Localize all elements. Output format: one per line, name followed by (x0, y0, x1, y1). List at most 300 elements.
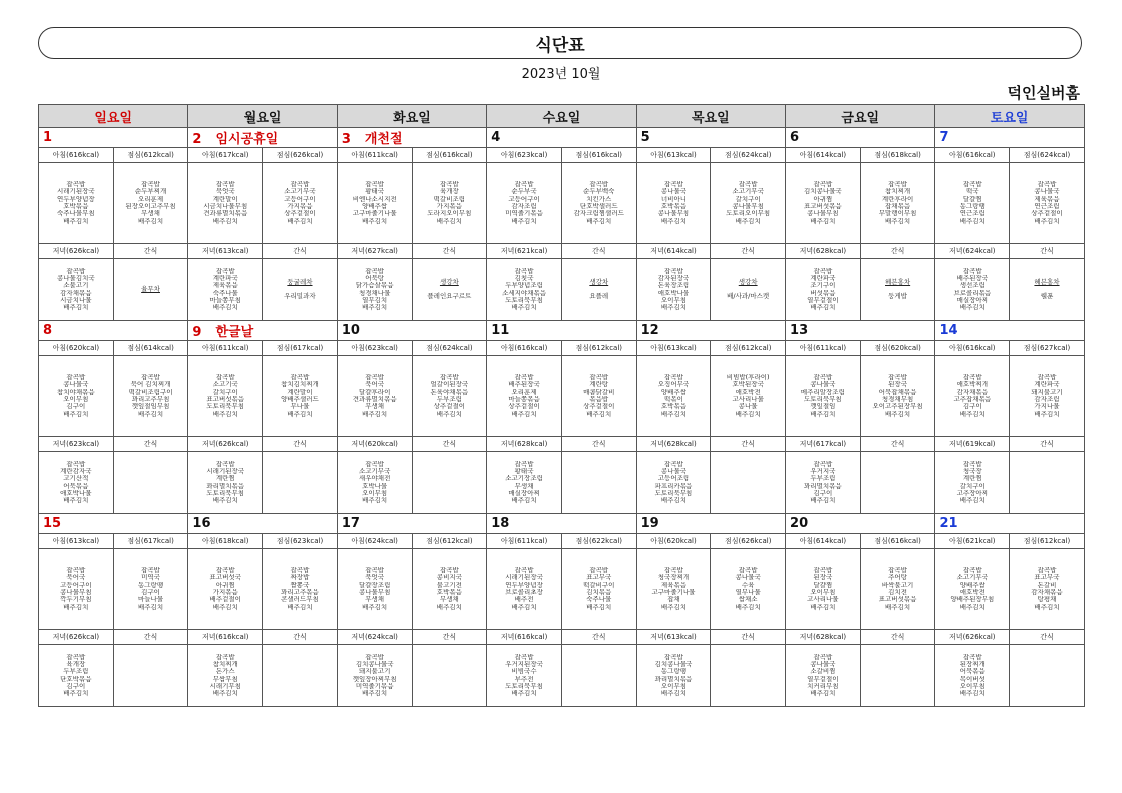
menu-line: 잡곡밥 (589, 181, 609, 189)
menu-line: 두부조림 (810, 475, 836, 483)
menu-line: 참치찌개 (212, 660, 238, 668)
menu-line: 숙주나물무침 (57, 210, 95, 218)
menu-line: 배추김치 (810, 410, 836, 418)
day-date-cell (636, 321, 785, 341)
menu-line: 배추김치 (63, 497, 89, 505)
menu-line: 도토리묵무침 (206, 403, 245, 411)
breakfast-kcal-label: 아침(614kcal) (786, 148, 861, 163)
menu-line: 도토리묵무침 (505, 296, 543, 304)
dinner-kcal-label: 저녁(628kcal) (786, 244, 861, 259)
menu-line: 감자채볶음 (60, 289, 92, 297)
menu-line: 콩나물국 (810, 660, 836, 668)
day-date-cell (337, 514, 486, 534)
day-number: 5 (640, 130, 650, 145)
menu-line: 황태국 (514, 467, 534, 475)
day-number: 20 (790, 516, 809, 531)
lunch-kcal-label: 점심(612kcal) (113, 148, 188, 163)
lunch-kcal-label: 점심(624kcal) (412, 341, 487, 356)
menu-row (39, 356, 1085, 437)
menu-line: 달걀찜 (813, 581, 833, 589)
snack-label: 간식 (711, 244, 786, 259)
lunch-kcal-label: 점심(626kcal) (263, 148, 338, 163)
dinner-kcal-label: 저녁(613kcal) (636, 630, 711, 645)
snack-item: 요플레 (589, 291, 609, 300)
menu-line: 배추김치 (959, 690, 985, 698)
menu-line: 미역줄기볶음 (355, 682, 394, 690)
snack-item: 둥굴레차 (287, 278, 313, 287)
menu-line: 김치콩나물국 (804, 188, 842, 196)
menu-line: 소고기장조림 (505, 475, 543, 483)
dinner-kcal-label: 저녁(620kcal) (337, 437, 412, 452)
menu-line: 참치찌개 (885, 188, 911, 196)
day-number: 14 (939, 323, 958, 338)
menu-line: 무생채 (439, 596, 459, 604)
lunch-menu (113, 163, 188, 244)
snack-menu (860, 259, 935, 321)
menu-line: 감자조림 (1034, 396, 1060, 403)
menu-line: 잡곡밥 (514, 653, 534, 661)
dinner-kcal-label: 저녁(628kcal) (636, 437, 711, 452)
snack-menu (711, 452, 786, 514)
day-number: 1 (43, 130, 53, 145)
menu-line: 짬뽕국 (290, 581, 310, 589)
dinner-menu (188, 645, 263, 707)
menu-row (39, 549, 1085, 630)
lunch-menu (412, 356, 487, 437)
menu-line: 배추김치 (287, 603, 313, 611)
dinner-kcal-label: 저녁(626kcal) (188, 437, 263, 452)
menu-line: 배추김치 (810, 690, 836, 698)
menu-line: 콩나물무침 (358, 589, 391, 596)
menu-line: 치커리무침 (807, 682, 839, 690)
menu-line: 잡곡밥 (66, 374, 86, 382)
menu-line: 순두부백숙 (583, 188, 615, 196)
menu-line: 배추김치 (287, 410, 313, 418)
menu-line: 김구이 (66, 403, 86, 411)
menu-line: 배추김치 (212, 603, 238, 611)
menu-line: 배추김치 (959, 304, 985, 312)
breakfast-menu (786, 356, 861, 437)
menu-line: 오징어무국 (657, 381, 690, 389)
menu-line: 배추김치 (362, 603, 388, 611)
menu-line: 제육볶음 (1034, 195, 1060, 203)
menu-line: 잡곡밥 (962, 374, 982, 382)
menu-line: 배추된장국 (956, 274, 988, 282)
dinner-menu (935, 259, 1010, 321)
menu-line: 소불고기 (63, 282, 89, 290)
menu-line: 배추김치 (660, 304, 687, 312)
menu-line: 잡곡밥 (439, 374, 459, 382)
menu-line: 배추김치 (362, 497, 388, 505)
snack-menu (113, 452, 188, 514)
menu-line: 상추겉절이 (583, 403, 615, 411)
menu-line: 배추김치 (511, 217, 537, 225)
menu-line: 무쌈무침 (212, 675, 238, 683)
menu-line: 감자크림찜샐러드 (573, 210, 624, 218)
menu-line: 계란말이 (212, 195, 238, 203)
day-date-cell (188, 128, 337, 148)
menu-line: 고추잡채볶음 (953, 396, 992, 403)
menu-line: 갈치구이 (212, 388, 238, 396)
menu-line: 양배추된장무침 (950, 596, 995, 604)
snack-label: 간식 (113, 630, 188, 645)
snack-label: 간식 (711, 437, 786, 452)
menu-line: 콩나물국 (810, 381, 836, 389)
menu-line: 잡곡밥 (215, 374, 235, 382)
menu-line: 김치볶음 (586, 589, 612, 596)
lunch-kcal-label: 점심(620kcal) (860, 341, 935, 356)
menu-line: 청국장 (962, 467, 982, 475)
day-number: 10 (341, 323, 360, 338)
menu-line: 잡곡밥 (888, 567, 907, 575)
menu-line: 떡갈비조림구이 (128, 388, 173, 396)
menu-line: 표고무국 (1034, 574, 1060, 582)
holiday-label: 한글날 (215, 325, 254, 340)
menu-line: 잡곡밥 (888, 181, 907, 189)
breakfast-kcal-label: 아침(614kcal) (786, 534, 861, 549)
breakfast-menu (337, 549, 412, 630)
menu-line: 시금치나물 (60, 296, 92, 304)
menu-line: 연두부양념장 (57, 195, 95, 203)
day-date-cell (188, 321, 337, 341)
menu-line: 무생채 (365, 596, 385, 604)
menu-line: 콩나물무침 (60, 589, 92, 596)
day-number: 4 (491, 130, 501, 145)
menu-line: 잡곡밥 (66, 567, 86, 575)
menu-line: 배추김치 (959, 410, 985, 418)
menu-line: 잡곡밥 (365, 374, 385, 382)
menu-line: 도라지오이무침 (427, 210, 472, 218)
meal-label-row (39, 244, 1085, 259)
menu-line: 소고기무국 (284, 188, 316, 196)
menu-line: 꽈리고추무침 (131, 396, 170, 403)
menu-line: 소세지야채볶음 (502, 289, 547, 297)
menu-line: 양배추쌈 (959, 581, 985, 589)
snack-item: 헤븐홍차 (885, 278, 911, 287)
menu-line: 돈갈비 (1037, 581, 1057, 589)
menu-line: 잡곡밥 (813, 181, 833, 189)
menu-row (39, 452, 1085, 514)
menu-line: 표고버섯국 (209, 574, 241, 582)
menu-line: 수육 (741, 581, 755, 589)
menu-line: 가지볶음 (212, 589, 238, 596)
menu-line: 배추김치 (287, 217, 313, 225)
menu-line: 비엔나소시지전 (352, 195, 397, 203)
menu-line: 표고버섯볶음 (206, 396, 245, 403)
menu-line: 잡채 (667, 596, 680, 604)
menu-line: 상추겉절이 (508, 403, 540, 411)
menu-line: 비빔밥(후라이) (726, 374, 770, 382)
menu-line: 잡곡밥 (962, 181, 982, 189)
menu-line: 연두부양념장 (505, 581, 543, 589)
dinner-menu (487, 645, 562, 707)
day-number: 3 (341, 132, 351, 147)
menu-line: 감자채볶음 (1031, 589, 1063, 596)
menu-line: 마늘쫑볶음 (508, 396, 540, 403)
menu-line: 콩나물국 (660, 188, 687, 196)
menu-line: 배추김치 (810, 497, 836, 505)
lunch-kcal-label: 점심(618kcal) (860, 148, 935, 163)
meal-label-row (39, 437, 1085, 452)
menu-line: 배추김치 (212, 690, 238, 698)
menu-line: 우거지국 (810, 467, 836, 475)
lunch-menu (412, 549, 487, 630)
menu-line: 배추김치 (735, 410, 761, 418)
snack-label: 간식 (561, 630, 636, 645)
dinner-menu (337, 645, 412, 707)
calendar-body (39, 128, 1085, 707)
lunch-menu (1010, 549, 1085, 630)
menu-line: 참치김치찌개 (281, 381, 319, 389)
snack-label: 간식 (860, 244, 935, 259)
menu-line: 순두부국 (511, 188, 537, 196)
menu-line: 배추김치 (810, 304, 836, 312)
menu-line: 파프리카볶음 (654, 482, 693, 490)
menu-line: 무생채 (141, 210, 160, 218)
menu-line: 생선조림 (959, 282, 985, 290)
day-date-cell (786, 514, 935, 534)
date-row (39, 128, 1085, 148)
menu-line: 갈치구이 (959, 482, 985, 490)
dinner-kcal-label: 저녁(616kcal) (487, 630, 562, 645)
menu-line: 소고기무국 (358, 467, 391, 475)
menu-line: 가지나물 (1034, 403, 1060, 411)
breakfast-menu (636, 356, 711, 437)
breakfast-menu (337, 163, 412, 244)
menu-line: 콩나물국 (1034, 188, 1060, 196)
snack-item: 헤븐홍차 (1034, 278, 1060, 287)
month-subtitle: 2023년 10월 (521, 67, 601, 82)
snack-menu (412, 645, 487, 707)
menu-line: 고구마줄기나물 (352, 210, 397, 218)
snack-menu (1010, 452, 1085, 514)
day-date-cell (935, 321, 1084, 341)
menu-line: 배추김치 (436, 603, 462, 611)
lunch-kcal-label: 점심(623kcal) (263, 534, 338, 549)
menu-line: 청경채나물 (358, 289, 391, 297)
lunch-menu (561, 163, 636, 244)
weekday-header: 수요일 (487, 105, 636, 128)
menu-line: 아귀찜 (813, 195, 833, 203)
menu-line: 오이무침 (362, 489, 388, 497)
menu-line: 배추김치 (885, 603, 911, 611)
breakfast-kcal-label: 아침(621kcal) (935, 534, 1010, 549)
menu-line: 배추전 (514, 596, 534, 604)
menu-line: 어묵볶음 (959, 668, 985, 676)
menu-line: 배추김치 (63, 304, 89, 312)
menu-line: 배추김치 (362, 217, 388, 225)
menu-line: 배추김치 (660, 497, 687, 505)
menu-line: 달걀찜 (962, 195, 982, 203)
menu-line: 호박나물 (362, 482, 388, 490)
day-date-cell (39, 514, 188, 534)
menu-line: 배추김치 (511, 304, 537, 312)
menu-line: 배추김치 (362, 304, 388, 312)
menu-line: 애호박나물 (60, 489, 92, 497)
dinner-menu (39, 645, 114, 707)
menu-line: 열무김치 (362, 296, 388, 304)
menu-line: 배추김치 (660, 217, 687, 225)
menu-line: 열무겉절이 (807, 296, 839, 304)
breakfast-menu (935, 549, 1010, 630)
menu-line: 배추김치 (511, 603, 537, 611)
snack-label: 간식 (263, 630, 338, 645)
menu-line: 잡곡밥 (589, 374, 609, 382)
day-date-cell (39, 128, 188, 148)
menu-line: 된장국 (888, 381, 907, 389)
weekday-header: 일요일 (39, 105, 188, 128)
day-date-cell (188, 514, 337, 534)
snack-label: 간식 (412, 630, 487, 645)
dinner-menu (487, 452, 562, 514)
menu-line: 고사리나물 (732, 396, 764, 403)
lunch-menu (263, 163, 338, 244)
breakfast-kcal-label: 아침(620kcal) (636, 534, 711, 549)
day-number: 2 (192, 132, 202, 147)
breakfast-menu (786, 549, 861, 630)
menu-line: 순두부찌개 (134, 188, 167, 196)
menu-line: 표고버섯볶음 (804, 203, 842, 210)
menu-line: 시래기된장국 (206, 467, 245, 475)
menu-line: 시래기된장국 (505, 574, 543, 582)
menu-line: 잡곡밥 (290, 567, 310, 575)
menu-line: 배추김치 (212, 497, 238, 505)
menu-line: 마늘나물 (137, 596, 164, 604)
menu-line: 잡곡밥 (215, 653, 235, 661)
dinner-kcal-label: 저녁(617kcal) (786, 437, 861, 452)
dinner-menu (487, 259, 562, 321)
snack-menu (263, 645, 338, 707)
menu-line: 배추김치 (959, 603, 985, 611)
menu-line: 무말랭이무침 (878, 210, 917, 218)
day-date-cell (39, 321, 188, 341)
menu-line: 숙주나물 (586, 596, 612, 604)
menu-line: 계란후라이 (881, 195, 914, 203)
dinner-menu (337, 259, 412, 321)
menu-line: 애호박전 (735, 388, 761, 396)
menu-line: 김치콩나물국 (654, 660, 693, 668)
menu-line: 계란찜 (215, 475, 235, 483)
menu-line: 콩나물국 (63, 381, 89, 389)
menu-line: 우거지된장국 (505, 660, 543, 668)
menu-line: 부추전 (514, 675, 534, 683)
menu-line: 청국장찌개 (657, 574, 690, 582)
menu-line: 배추김치 (137, 410, 164, 418)
breakfast-kcal-label: 아침(613kcal) (636, 341, 711, 356)
menu-line: 잡곡밥 (215, 567, 235, 575)
menu-line: 꽈리멸치볶음 (804, 482, 842, 490)
snack-menu (561, 645, 636, 707)
snack-menu (561, 452, 636, 514)
menu-line: 매실장아찌 (956, 296, 988, 304)
menu-line: 콩나물김치국 (57, 274, 95, 282)
menu-line: 잡곡밥 (664, 181, 683, 189)
menu-line: 육개장 (66, 660, 86, 668)
breakfast-kcal-label: 아침(618kcal) (188, 534, 263, 549)
menu-line: 잡곡밥 (215, 181, 235, 189)
menu-line: 황태국 (365, 188, 385, 196)
lunch-menu (113, 549, 188, 630)
menu-line: 감자채볶음 (956, 388, 988, 396)
dinner-kcal-label: 저녁(624kcal) (337, 630, 412, 645)
meal-calendar (38, 104, 1085, 707)
menu-line: 배추겉절이 (209, 596, 241, 604)
breakfast-kcal-label: 아침(611kcal) (786, 341, 861, 356)
menu-line: 오이고추된장무침 (872, 403, 923, 411)
weekday-header: 목요일 (636, 105, 785, 128)
menu-line: 잡곡밥 (813, 567, 833, 575)
menu-line: 잡곡밥 (215, 267, 235, 275)
menu-line: 배추김치 (959, 497, 985, 505)
menu-line: 배추김치 (735, 217, 761, 225)
menu-line: 잡곡밥 (738, 567, 758, 575)
snack-item: 플레인요구르트 (427, 291, 472, 300)
day-date-cell (487, 321, 636, 341)
menu-line: 오이무침 (63, 396, 89, 403)
dinner-menu (39, 259, 114, 321)
menu-line: 고구마줄기나물 (651, 589, 696, 596)
menu-line: 연근조림 (959, 210, 985, 218)
menu-line: 견과류멸치볶음 (352, 396, 397, 403)
menu-line: 된장국 (813, 574, 833, 582)
menu-line: 잡곡밥 (365, 460, 385, 468)
menu-line: 떡볶이 (664, 396, 683, 403)
menu-line: 버섯볶음 (810, 289, 836, 297)
menu-line: 북엇국 (215, 188, 235, 196)
menu-line: 배추김치 (586, 410, 612, 418)
snack-label: 간식 (860, 437, 935, 452)
menu-line: 메추리알장조림 (800, 388, 845, 396)
menu-line: 계란말이 (287, 388, 313, 396)
menu-line: 잡곡밥 (962, 653, 982, 661)
menu-line: 잡곡밥 (738, 181, 758, 189)
menu-line: 도토리묵무침 (206, 489, 245, 497)
menu-line: 갈치구이 (735, 195, 761, 203)
snack-item: 율무차 (141, 284, 160, 293)
menu-line: 깻잎장아찌무침 (352, 675, 397, 683)
breakfast-menu (487, 163, 562, 244)
lunch-kcal-label: 점심(622kcal) (561, 534, 636, 549)
weekday-header: 월요일 (188, 105, 337, 128)
lunch-menu (860, 549, 935, 630)
menu-line: 잡곡밥 (365, 181, 385, 189)
menu-line: 미역줄기볶음 (505, 210, 543, 218)
menu-line: 계란탕 (589, 381, 609, 389)
menu-line: 잡곡밥 (664, 653, 683, 661)
snack-menu (711, 259, 786, 321)
weekday-header: 토요일 (935, 105, 1084, 128)
weekday-header: 화요일 (337, 105, 486, 128)
page-title: 식단표 (38, 27, 1082, 59)
snack-label: 간식 (1010, 244, 1085, 259)
menu-line: 애호박전 (959, 589, 985, 596)
menu-line: 된장찌개 (959, 660, 985, 668)
lunch-kcal-label: 점심(612kcal) (1010, 534, 1085, 549)
menu-line: 연근조림 (1034, 203, 1060, 210)
day-date-cell (337, 128, 486, 148)
snack-label: 간식 (113, 437, 188, 452)
menu-line: 배추김치 (63, 603, 89, 611)
day-number: 15 (43, 516, 62, 531)
menu-line: 꽈리멸치볶음 (654, 675, 693, 683)
menu-line: 두부양념조림 (505, 282, 543, 290)
menu-line: 매콤닭갈비 (583, 388, 615, 396)
menu-line: 비빔국수 (511, 668, 537, 676)
menu-line: 깍두기무침 (60, 596, 92, 604)
menu-line: 배추김치 (885, 410, 911, 418)
meal-label-row (39, 534, 1085, 549)
menu-line: 호박볶음 (63, 203, 89, 210)
